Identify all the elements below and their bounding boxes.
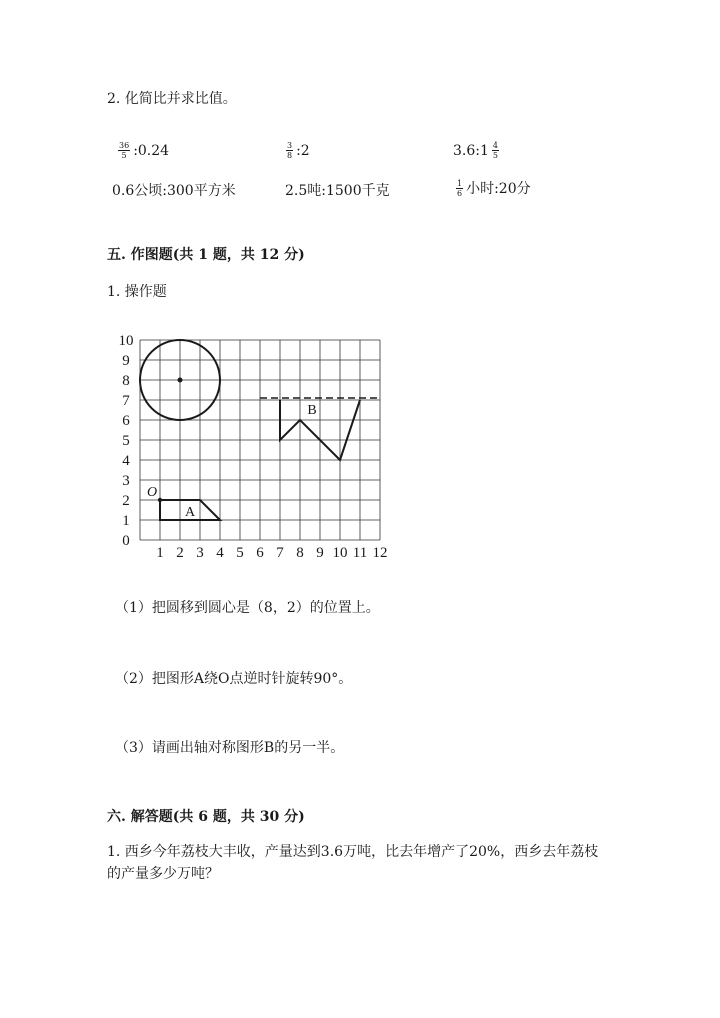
coordinate-grid [108,328,398,564]
x-axis-labels [156,545,387,561]
fraction [456,179,463,198]
x-tick-label: 8 [296,545,304,561]
ratio-item-1 [118,141,169,160]
x-tick-label: 2 [176,545,184,561]
fraction [118,141,130,160]
ratio-item-2 [286,141,310,160]
shape-a-label: A [184,505,196,520]
x-tick-label: 12 [372,545,388,561]
ratio-item-6 [456,178,531,198]
grid-lines [140,340,380,540]
fraction [286,141,293,160]
fraction-numerator: 36 [119,141,130,150]
x-tick-label: 5 [236,545,244,561]
q2-title: 2. 化简比并求比值。 [107,91,237,107]
y-axis-labels [119,333,134,549]
y-tick-label: 4 [122,453,130,469]
fraction [492,141,499,160]
fraction-numerator: 3 [287,141,293,150]
y-tick-label: 9 [122,353,130,369]
x-tick-label: 1 [156,545,164,561]
section-5-title: 五. 作图题(共 1 题，共 12 分) [107,247,305,263]
word-problem-1: 1. 西乡今年荔枝大丰收，产量达到3.6万吨，比去年增产了20%，西乡去年荔枝的产量多少万吨？ [107,844,599,882]
fraction-numerator: 1 [457,178,463,188]
circle-center-dot [178,378,183,383]
x-tick-label: 9 [316,545,324,561]
y-tick-label: 5 [122,433,130,449]
x-tick-label: 6 [256,545,264,561]
y-tick-label: 1 [122,513,130,529]
y-tick-label: 3 [122,473,130,489]
y-tick-label: 8 [122,373,130,389]
operation-question-title: 1. 操作题 [107,284,167,300]
ratio-item-4: 0.6公顷:300平方米 [112,183,236,199]
y-tick-label: 2 [122,493,130,509]
fraction-denominator: 5 [121,151,127,160]
fraction-numerator: 4 [492,141,498,150]
fraction-denominator: 8 [287,151,293,160]
ratio-item-3 [453,141,502,160]
origin-label: O [146,485,158,500]
ratio-prefix: 3.6:1 [453,142,489,159]
sub-question-3: （3）请画出轴对称图形B的另一半。 [115,740,345,756]
sub-question-1: （1）把圆移到圆心是（8，2）的位置上。 [115,600,380,616]
fraction-denominator: 5 [492,151,498,160]
ratio-item-5: 2.5吨:1500千克 [285,183,390,199]
sub-question-2: （2）把图形A绕O点逆时针旋转90°。 [115,671,353,687]
x-tick-label: 10 [332,545,348,561]
x-tick-label: 4 [216,545,224,561]
ratio-rest: :0.24 [133,142,170,159]
shape-b-label: B [307,403,317,418]
y-tick-label: 10 [118,333,134,349]
x-tick-label: 3 [196,545,204,561]
ratio-rest: 小时:20分 [466,181,531,197]
y-tick-label: 0 [122,533,130,549]
section-6-title: 六. 解答题(共 6 题，共 30 分) [107,809,305,825]
fraction-denominator: 6 [457,188,463,198]
y-tick-label: 6 [122,413,130,429]
x-tick-label: 11 [352,545,368,561]
origin-point [158,498,162,502]
x-tick-label: 7 [276,545,284,561]
y-tick-label: 7 [122,393,130,409]
ratio-rest: :2 [296,142,310,159]
